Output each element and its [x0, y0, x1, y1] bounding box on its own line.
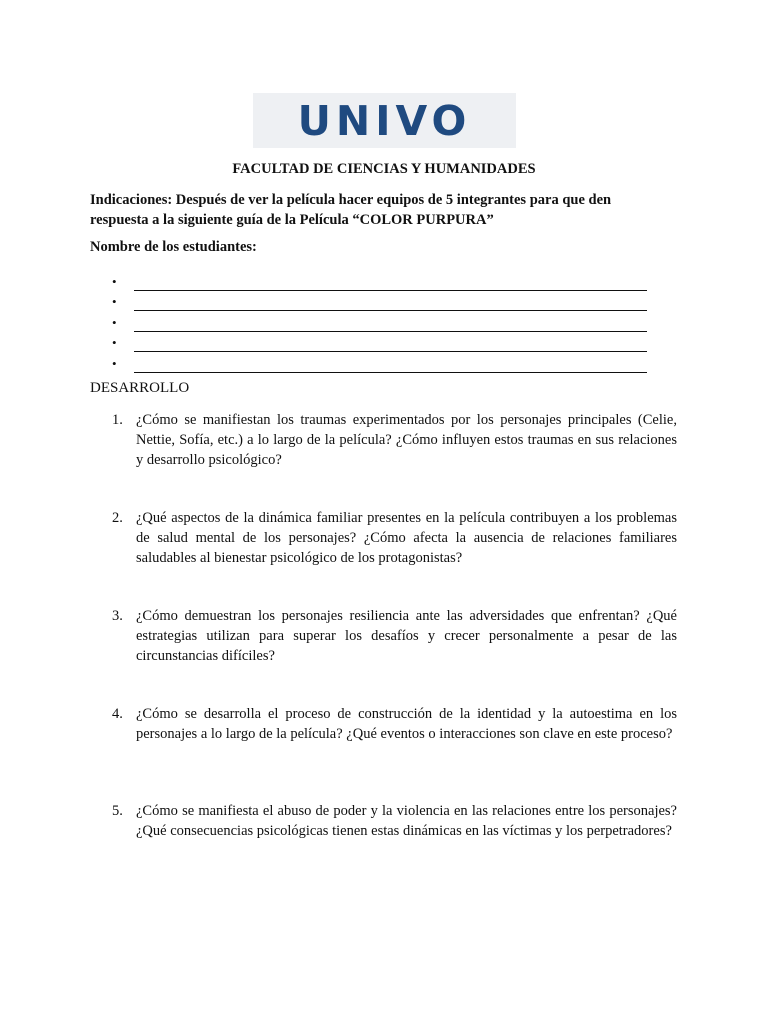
question-number: 2.	[112, 510, 123, 526]
student-name-item	[112, 332, 647, 353]
question-4	[112, 704, 677, 744]
question-number: 3.	[112, 608, 123, 624]
bullet-icon: •	[112, 294, 117, 309]
bullet-icon: •	[112, 355, 117, 371]
question-5	[112, 801, 677, 841]
student-name-list	[112, 270, 647, 373]
question-text: ¿Cómo se manifiesta el abuso de poder y la violencia en las relaciones entre los personajes? ¿Qué consecuencias psicológicas tienen estas dinámicas en las víctimas y los perpetradores?	[136, 803, 677, 839]
question-1	[112, 410, 677, 470]
student-name-blank[interactable]	[134, 358, 647, 373]
question-text: ¿Qué aspectos de la dinámica familiar presentes en la película contribuyen a los problemas de salud mental de los personajes? ¿Cómo afecta la ausencia de relaciones familiares saludables al bienestar psicológico de los protagonistas?	[136, 510, 677, 566]
question-text: ¿Cómo se manifiestan los traumas experimentados por los personajes principales (Celie, Nettie, Sofía, etc.) a lo largo de la película? ¿Cómo influyen estos traumas en sus relaciones y desarrollo psicológico?	[136, 412, 677, 468]
student-name-item	[112, 291, 647, 312]
student-name-blank[interactable]	[134, 337, 647, 352]
development-heading: DESARROLLO	[90, 380, 190, 396]
student-name-blank[interactable]	[134, 296, 647, 311]
question-number: 4.	[112, 706, 123, 722]
student-name-item	[112, 311, 647, 332]
question-text: ¿Cómo se desarrolla el proceso de construcción de la identidad y la autoestima en los personajes a lo largo de la película? ¿Qué eventos o interacciones son clave en este proceso?	[136, 706, 677, 742]
faculty-heading: FACULTAD DE CIENCIAS Y HUMANIDADES	[232, 161, 536, 177]
question-text: ¿Cómo demuestran los personajes resiliencia ante las adversidades que enfrentan? ¿Qué estrategias utilizan para superar los desafíos y crecer personalmente a pesar de las circunstancias difíciles?	[136, 608, 677, 664]
student-name-blank[interactable]	[134, 317, 647, 332]
student-name-item	[112, 270, 647, 291]
univo-logo	[253, 93, 516, 148]
student-name-item	[112, 352, 647, 373]
logo-text: UNIVO	[297, 97, 472, 145]
student-name-blank[interactable]	[134, 276, 647, 291]
indications-paragraph: Indicaciones: Después de ver la película hacer equipos de 5 integrantes para que den respuesta a la siguiente guía de la Película “COLOR PURPURA”	[90, 192, 612, 228]
bullet-icon: •	[112, 314, 117, 330]
bullet-icon: •	[112, 273, 117, 289]
bullet-icon: •	[112, 335, 117, 350]
question-number: 1.	[112, 412, 123, 428]
question-2	[112, 508, 677, 568]
question-number: 5.	[112, 803, 123, 819]
question-3	[112, 606, 677, 666]
students-label: Nombre de los estudiantes:	[90, 239, 257, 255]
